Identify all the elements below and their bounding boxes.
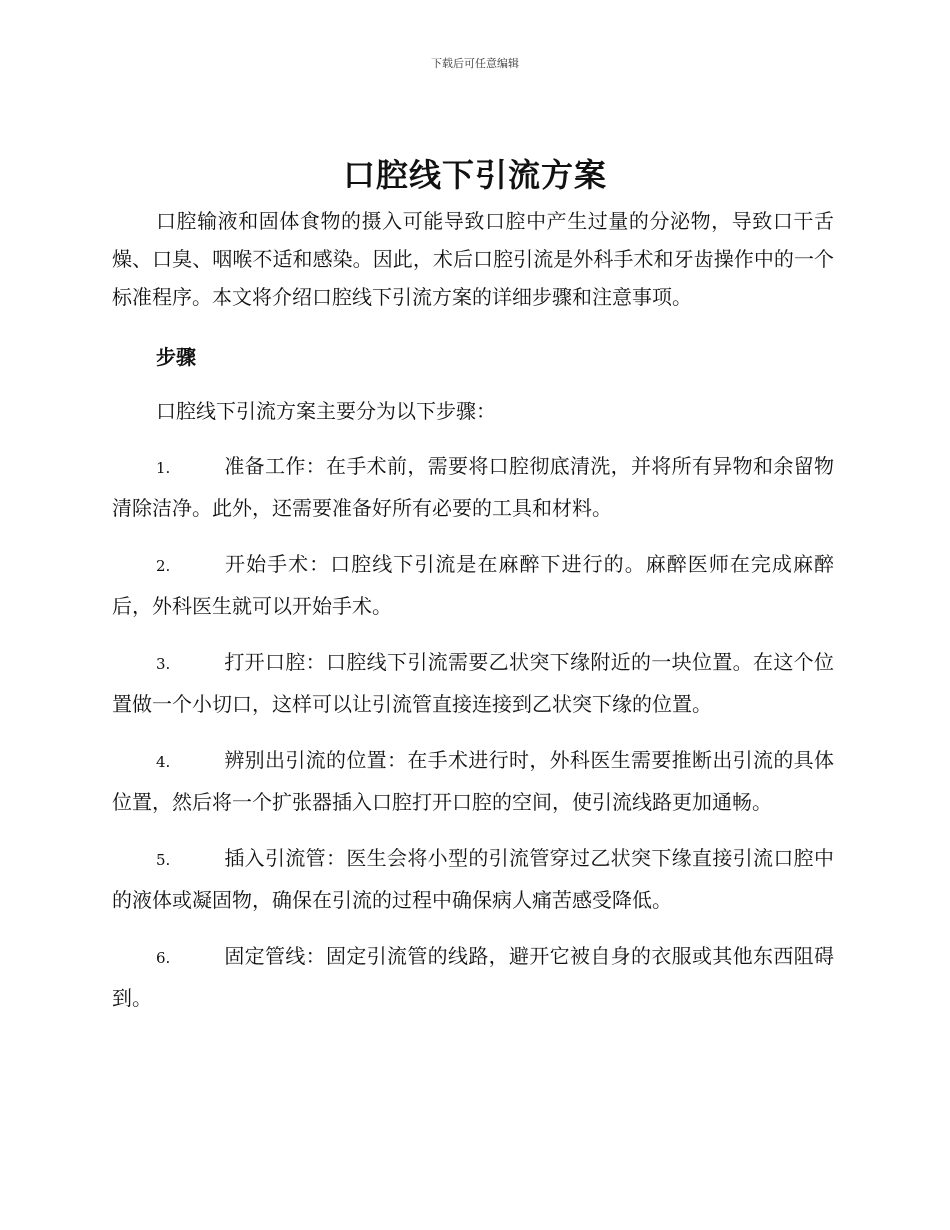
header-note: 下载后可任意编辑 (431, 57, 519, 70)
step-item (112, 642, 834, 724)
step-item (112, 740, 834, 822)
document-title: 口腔线下引流方案 (342, 156, 607, 194)
step-item (112, 544, 834, 626)
step-number: 5. (156, 851, 171, 869)
section-heading-steps: 步骤 (156, 345, 196, 369)
step-item (112, 838, 834, 920)
steps-list (112, 446, 834, 1018)
step-number: 4. (156, 753, 171, 771)
step-text: 辨别出引流的位置：在手术进行时，外科医生需要推断出引流的具体位置，然后将一个扩张器插入口腔打开口腔的空间，使引流线路更加通畅。 (112, 748, 834, 814)
intro-paragraph: 口腔输液和固体食物的摄入可能导致口腔中产生过量的分泌物，导致口干舌燥、口臭、咽喉不适和感染。因此，术后口腔引流是外科手术和牙齿操作中的一个标准程序。本文将介绍口腔线下引流方案的详细步骤和注意事项。 (112, 209, 834, 309)
step-item (112, 446, 834, 528)
step-text: 准备工作：在手术前，需要将口腔彻底清洗，并将所有异物和余留物清除洁净。此外，还需要准备好所有必要的工具和材料。 (112, 454, 834, 520)
step-item (112, 936, 834, 1018)
step-number: 6. (156, 949, 171, 967)
step-number: 2. (156, 557, 171, 575)
document-body (112, 202, 834, 1018)
step-text: 固定管线：固定引流管的线路，避开它被自身的衣服或其他东西阻碍到。 (112, 944, 834, 1010)
step-text: 开始手术：口腔线下引流是在麻醉下进行的。麻醉医师在完成麻醉后，外科医生就可以开始手术。 (112, 552, 834, 618)
step-number: 3. (156, 655, 171, 673)
step-number: 1. (156, 459, 171, 477)
section-intro-paragraph: 口腔线下引流方案主要分为以下步骤： (156, 399, 496, 423)
step-text: 打开口腔：口腔线下引流需要乙状突下缘附近的一块位置。在这个位置做一个小切口，这样可以让引流管直接连接到乙状突下缘的位置。 (112, 650, 834, 716)
step-text: 插入引流管：医生会将小型的引流管穿过乙状突下缘直接引流口腔中的液体或凝固物，确保在引流的过程中确保病人痛苦感受降低。 (112, 846, 834, 912)
